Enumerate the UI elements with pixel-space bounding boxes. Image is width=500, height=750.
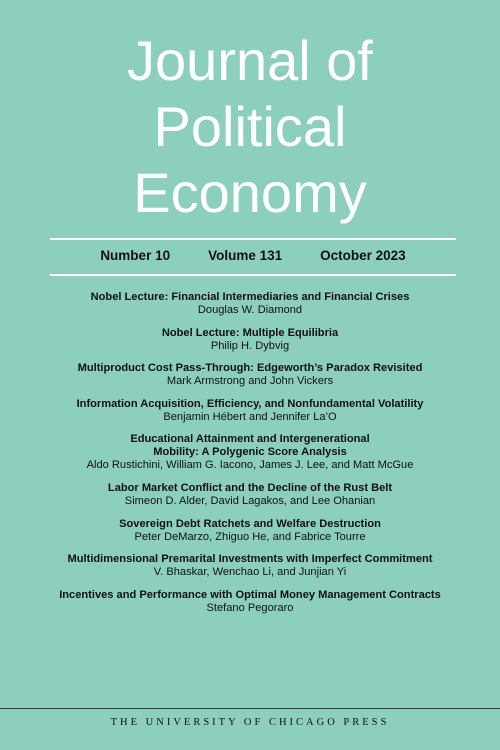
article-title: Nobel Lecture: Financial Intermediaries and Financial Crises (90, 291, 410, 303)
article-title: Labor Market Conflict and the Decline of the Rust Belt (107, 481, 393, 494)
journal-title (0, 28, 500, 226)
issue-divider-top (50, 238, 456, 240)
footer-divider (0, 708, 500, 709)
article-authors: Simeon D. Alder, David Lagakos, and Lee Ohanian (124, 494, 376, 507)
article-title-continued: Mobility: A Polygenic Score Analysis (153, 446, 347, 459)
article-authors: Stefano Pegoraro (206, 601, 294, 614)
publisher-name: THE UNIVERSITY OF CHICAGO PRESS (110, 717, 390, 728)
article-authors: Philip H. Dybvig (210, 339, 290, 352)
article-authors: Douglas W. Diamond (197, 304, 303, 316)
article-authors: Benjamin Hébert and Jennifer La’O (163, 410, 337, 423)
article-title: Multidimensional Premarital Investments with Imperfect Commitment (67, 553, 433, 566)
article-authors: Peter DeMarzo, Zhiguo He, and Fabrice Tourre (134, 530, 366, 543)
article-entry (20, 518, 480, 544)
article-title: Information Acquisition, Efficiency, and Nonfundamental Volatility (76, 397, 424, 410)
journal-title-line-2: Political (153, 95, 347, 158)
article-title: Multiproduct Cost Pass-Through: Edgeworth’s Paradox Revisited (77, 362, 423, 375)
article-entry (20, 362, 480, 388)
article-authors: Mark Armstrong and John Vickers (166, 375, 334, 388)
issue-number: Number 10 (100, 248, 171, 263)
article-entry (20, 433, 480, 472)
issue-divider-bottom (50, 274, 456, 276)
issue-info (50, 248, 456, 263)
article-entry (20, 482, 480, 508)
article-title: Educational Attainment and Intergenerational (130, 433, 370, 446)
article-entry (20, 398, 480, 424)
journal-title-line-3: Economy (133, 161, 367, 224)
article-authors: Aldo Rustichini, William G. Iacono, James J. Lee, and Matt McGue (86, 459, 414, 472)
issue-volume: Volume 131 (208, 248, 283, 263)
article-entry (20, 589, 480, 615)
article-entry (20, 553, 480, 579)
article-title: Sovereign Debt Ratchets and Welfare Destruction (119, 517, 381, 530)
article-title: Incentives and Performance with Optimal Money Management Contracts (59, 588, 441, 601)
article-entry (20, 291, 480, 317)
issue-date: October 2023 (320, 248, 406, 263)
article-title: Nobel Lecture: Multiple Equilibria (161, 326, 339, 339)
article-authors: V. Bhaskar, Wenchao Li, and Junjian Yi (153, 566, 347, 579)
journal-title-line-1: Journal of (127, 29, 373, 92)
article-entry (20, 327, 480, 353)
table-of-contents (20, 291, 480, 624)
